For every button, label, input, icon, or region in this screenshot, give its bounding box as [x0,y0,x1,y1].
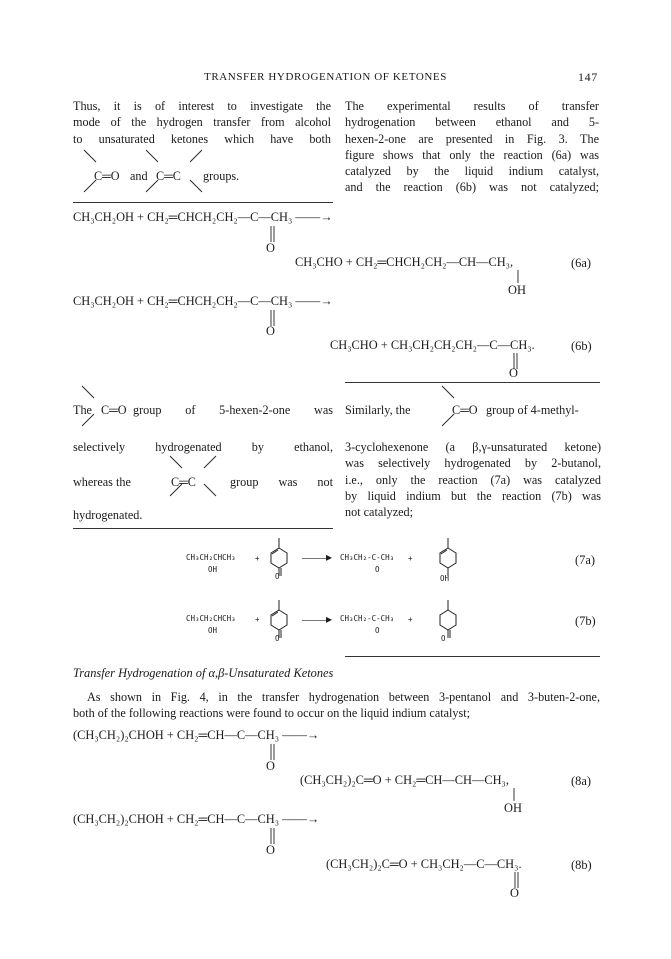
eq8a-lhs: (CH₃CH₂)₂CHOH + CH₂═CH—C—CH₃ ——→ [73,728,320,742]
co-text: C═O [452,403,478,417]
para3 [73,689,600,722]
eq6b-rhs: CH₃CHO + CH₃CH₂CH₂CH₂—C—CH₃. [330,338,535,352]
page-number: 147 [578,70,598,84]
eq6a-oh: OH [508,283,526,297]
o-label: O [441,634,446,643]
eq-number: (8b) [571,858,592,872]
eq6b-o: O [266,324,275,338]
butanone: CH₃CH₂-C-CH₃ [340,553,395,562]
eq6a-rhs: CH₃CHO + CH₂═CHCH₂CH₂—CH—CH₃, [295,255,514,269]
butanol: CH₃CH₂CHCH₃ [186,614,236,623]
butanol: CH₃CH₂CHCH₃ [186,553,236,562]
text-line: was selectively hydrogenated by 2-butanol, [345,456,601,471]
co-text: C═O [101,403,127,417]
text-line: The experimental results of transfer [345,99,599,113]
text-line: to unsaturated ketones which have both [73,131,331,146]
text-line: both of the following reactions were found to occur on the liquid indium catalyst; [73,706,471,721]
divider [73,202,333,203]
text-line: catalyzed by the liquid indium catalyst, [345,164,599,179]
eq8b-lhs: (CH₃CH₂)₂CHOH + CH₂═CH—C—CH₃ ——→ [73,812,320,826]
eq8b-o2: O [510,886,519,900]
eq6b-lhs: CH₃CH₂OH + CH₂═CHCH₂CH₂—C—CH₃ ——→ [73,294,333,308]
divider [345,656,600,657]
para2-right [345,439,601,520]
plus: + [255,554,260,563]
section-title: Transfer Hydrogenation of α,β-Unsaturated Ketones [73,666,334,680]
para1-left [73,98,331,147]
oh-label: OH [208,626,218,635]
plus: + [408,615,413,624]
eq6a-lhs: CH₃CH₂OH + CH₂═CHCH₂CH₂—C—CH₃ ——→ [73,210,333,224]
cc-text: C═C [171,475,196,489]
single-bond [516,270,520,284]
groups-text: groups. [203,169,240,183]
eq8b-o: O [266,843,275,857]
reaction-arrow: ——▸ [302,612,333,626]
text-line: As shown in Fig. 4, in the transfer hydrogenation between 3-pentanol and 3-buten-2-one, [87,690,600,704]
o-label: O [375,626,380,635]
text-line: i.e., only the reaction (7a) was catalyzed [345,472,601,487]
co-text: C═O [94,169,120,183]
oh-label: OH [440,574,450,583]
eq-number: (6b) [571,339,592,353]
butanone: CH₃CH₂-C-CH₃ [340,614,395,623]
eq-number: (7b) [575,614,596,628]
text-line: group was not [230,475,333,489]
plus: + [255,615,260,624]
text-line: 3-cyclohexenone (a β,γ-unsaturated ketone) [345,440,601,454]
eq6b-o2: O [509,366,518,380]
text-line: mode of the hydrogen transfer from alcohol [73,115,331,130]
single-bond [512,788,516,802]
text-whereas: whereas the [73,475,131,489]
running-title: TRANSFER HYDROGENATION OF KETONES [204,71,447,83]
text-line: Thus, it is of interest to investigate the [73,99,331,113]
text-line: selectively hydrogenated by ethanol, [73,440,333,454]
text-line: hexen-2-one are presented in Fig. 3. The [345,131,599,146]
eq8a-rhs: (CH₃CH₂)₂C═O + CH₂═CH—CH—CH₃, [300,773,509,787]
reaction-arrow: ——▸ [302,550,333,564]
plus: + [408,554,413,563]
eq8b-rhs: (CH₃CH₂)₂C═O + CH₃CH₂—C—CH₃. [326,857,522,871]
text-line: Similarly, the [345,403,411,417]
eq-number: (6a) [571,256,591,270]
divider [345,382,600,383]
and-text: and [130,169,148,183]
eq-number: (7a) [575,553,595,567]
eq8a-o: O [266,759,275,773]
o-label: O [375,565,380,574]
text-line: not catalyzed; [345,505,414,520]
oh-label: OH [208,565,218,574]
text-line: hydrogenation between ethanol and 5- [345,115,599,130]
text-line: group of 4-methyl- [486,403,579,417]
o-label: O [275,572,280,581]
text-line: group of 5-hexen-2-one was [133,403,333,417]
para1-right [345,98,599,196]
eq6a-o: O [266,241,275,255]
eq8a-oh: OH [504,801,522,815]
text-line: figure shows that only the reaction (6a) was [345,147,599,162]
divider [73,528,333,529]
text-line: and the reaction (6b) was not catalyzed; [345,180,599,195]
text-the: The [73,403,92,417]
cc-text: C═C [156,169,181,183]
o-label: O [275,634,280,643]
text-line: by liquid indium but the reaction (7b) was [345,488,601,503]
eq-number: (8a) [571,774,591,788]
text-line: hydrogenated. [73,508,143,522]
